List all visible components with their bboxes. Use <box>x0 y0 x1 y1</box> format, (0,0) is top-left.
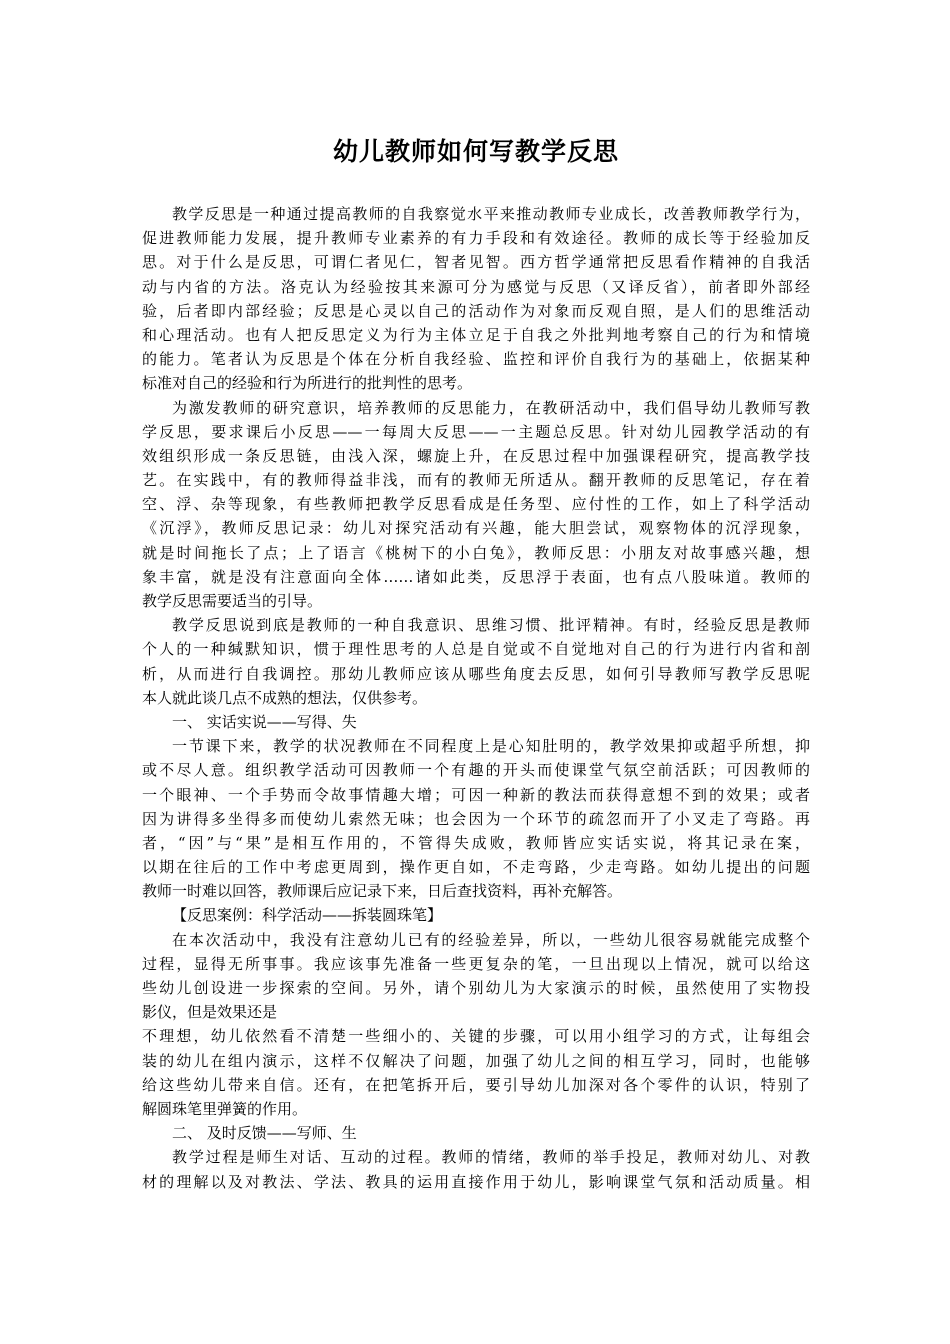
paragraph-line: 思。对于什么是反思，可谓仁者见仁，智者见智。西方哲学通常把反思看作精神的自我活 <box>142 253 810 272</box>
paragraph-line: 为激发教师的研究意识，培养教师的反思能力，在教研活动中，我们倡导幼儿教师写教 <box>172 398 810 417</box>
paragraph-line: 【反思案例：科学活动——拆装圆珠笔】 <box>172 906 443 925</box>
paragraph-line: 就是时间拖长了点；上了语言《桃树下的小白兔》，教师反思：小朋友对故事感兴趣，想 <box>142 543 810 562</box>
paragraph-line: 教学反思需要适当的引导。 <box>142 592 323 610</box>
paragraph-line: 教学过程是师生对话、互动的过程。教师的情绪，教师的举手投足，教师对幼儿、对教 <box>172 1148 810 1167</box>
paragraph-line: 教学反思是一种通过提高教师的自我察觉水平来推动教师专业成长，改善教师教学行为， <box>172 205 810 223</box>
paragraph-line: 空、浮、杂等现象，有些教师把教学反思看成是任务型、应付性的工作，如上了科学活动 <box>142 495 810 514</box>
document-body <box>142 202 810 1194</box>
paragraph-line: 不理想，幼儿依然看不清楚一些细小的、关键的步骤，可以用小组学习的方式，让每组会 <box>142 1027 810 1046</box>
document-title: 幼儿教师如何写教学反思 <box>332 137 619 166</box>
paragraph-line: 影仪，但是效果还是 <box>142 1003 278 1022</box>
paragraph-line: 过程，显得无所事事。我应该事先准备一些更复杂的笔，一旦出现以上情况，就可以给这 <box>142 954 810 973</box>
paragraph-line: 因为讲得多坐得多而使幼儿索然无味；也会因为一个环节的疏忽而开了小叉走了弯路。再 <box>142 809 810 828</box>
paragraph-line: 以期在往后的工作中考虑更周到，操作更自如，不走弯路，少走弯路。如幼儿提出的问题 <box>142 858 810 877</box>
paragraph-line: 教学反思说到底是教师的一种自我意识、思维习惯、批评精神。有时，经验反思是教师 <box>172 616 810 635</box>
paragraph-line: 些幼儿创设进一步探索的空间。另外，请个别幼儿为大家演示的时候，虽然使用了实物投 <box>142 979 810 997</box>
paragraph-line: 二、 及时反馈——写师、生 <box>172 1124 357 1143</box>
paragraph-line: 标准对自己的经验和行为所进行的批判性的思考。 <box>142 374 473 393</box>
paragraph-line: 本人就此谈几点不成熟的想法，仅供参考。 <box>142 688 428 707</box>
paragraph-line: 的能力。笔者认为反思是个体在分析自我经验、监控和评价自我行为的基础上，依据某种 <box>142 350 810 369</box>
paragraph-line: 效组织形成一条反思链，由浅入深，螺旋上升，在反思过程中加强课程研究，提高教学技 <box>142 446 810 465</box>
document-page <box>142 0 810 1194</box>
paragraph-line: 或不尽人意。组织教学活动可因教师一个有趣的开头而使课堂气氛空前活跃；可因教师的 <box>142 761 810 780</box>
paragraph-line: 材的理解以及对教法、学法、教具的运用直接作用于幼儿，影响课堂气氛和活动质量。相 <box>142 1172 810 1191</box>
paragraph-line: 装的幼儿在组内演示，这样不仅解决了问题，加强了幼儿之间的相互学习，同时，也能够 <box>142 1051 810 1070</box>
paragraph-line: 验，后者即内部经验；反思是心灵以自己的活动作为对象而反观自照，是人们的思维活动 <box>142 301 810 320</box>
paragraph-line: 者，“因”与“果”是相互作用的，不管得失成败，教师皆应实话实说，将其记录在案， <box>142 833 810 852</box>
paragraph-line: 一节课下来，教学的状况教师在不同程度上是心知肚明的，教学效果抑或超乎所想，抑 <box>172 737 810 756</box>
paragraph-line: 学反思，要求课后小反思——一每周大反思——一主题总反思。针对幼儿园教学活动的有 <box>142 422 810 441</box>
paragraph-line: 《沉浮》，教师反思记录：幼儿对探究活动有兴趣，能大胆尝试，观察物体的沉浮现象， <box>142 519 810 538</box>
paragraph-line: 艺。在实践中，有的教师得益非浅，而有的教师无所适从。翻开教师的反思笔记，存在着 <box>142 471 810 490</box>
paragraph-line: 一个眼神、一个手势而令故事情趣大增；可因一种新的教法而获得意想不到的效果；或者 <box>142 785 810 804</box>
paragraph-line: 象丰富，就是没有注意面向全体……诸如此类，反思浮于表面，也有点八股味道。教师的 <box>142 567 810 586</box>
paragraph-line: 个人的一种缄默知识，惯于理性思考的人总是自觉或不自觉地对自己的行为进行内省和剖 <box>142 640 810 659</box>
paragraph-line: 促进教师能力发展，提升教师专业素养的有力手段和有效途径。教师的成长等于经验加反 <box>142 229 810 248</box>
paragraph-line: 析，从而进行自我调控。那幼儿教师应该从哪些角度去反思，如何引导教师写教学反思呢 <box>142 664 810 683</box>
paragraph-line: 教师一时难以回答，教师课后应记录下来，日后查找资料，再补充解答。 <box>142 882 623 901</box>
paragraph-line: 动与内省的方法。洛克认为经验按其来源可分为感觉与反思（又译反省），前者即外部经 <box>142 277 810 296</box>
paragraph-line: 给这些幼儿带来自信。还有，在把笔拆开后，要引导幼儿加深对各个零件的认识，特别了 <box>142 1075 810 1094</box>
paragraph-line: 在本次活动中，我没有注意幼儿已有的经验差异，所以，一些幼儿很容易就能完成整个 <box>172 930 810 949</box>
paragraph-line: 解圆珠笔里弹簧的作用。 <box>142 1099 308 1118</box>
paragraph-line: 一、 实话实说——写得、失 <box>172 712 357 731</box>
paragraph-line: 和心理活动。也有人把反思定义为行为主体立足于自我之外批判地考察自己的行为和情境 <box>142 325 810 344</box>
